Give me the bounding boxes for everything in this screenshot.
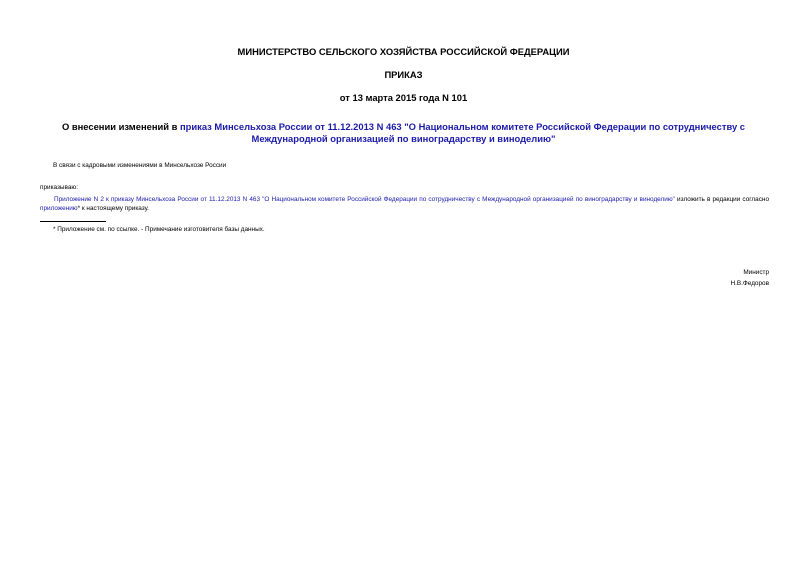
subject-link[interactable]: приказ Минсельхоза России от 11.12.2013 N 463 "О Национальном комитете Российской Федерации по сотрудничеству с Международной организацией по виноградарству и виноделию" xyxy=(179,121,746,144)
order-subject xyxy=(30,121,777,145)
footnote-separator xyxy=(40,221,106,222)
order-date: от 13 марта 2015 года N 101 xyxy=(339,92,468,103)
signature-name: Н.В.Федоров xyxy=(730,280,769,287)
preamble-text: В связи с кадровыми изменениями в Минсельхозе России xyxy=(53,162,227,169)
footnote-text: * Приложение см. по ссылке. - Примечание изготовителя базы данных. xyxy=(53,226,265,233)
ministry-name: МИНИСТЕРСТВО СЕЛЬСКОГО ХОЗЯЙСТВА РОССИЙСКОЙ ФЕДЕРАЦИИ xyxy=(237,46,570,57)
subject-prefix: О внесении изменений в xyxy=(61,121,180,132)
order-verb: приказываю: xyxy=(40,184,78,191)
body-text-1: изложить в редакции согласно xyxy=(674,196,769,203)
signature-block xyxy=(731,267,770,289)
order-body-paragraph xyxy=(40,195,769,213)
appendix-2-link[interactable]: Приложение N 2 к приказу Минсельхоза России от 11.12.2013 N 463 "О Национальном комитете Российской Федерации по сотрудничеству с Международной организацией по виноградарству и виноделию" xyxy=(54,196,675,203)
signature-position: Министр xyxy=(743,269,769,276)
order-title: ПРИКАЗ xyxy=(384,69,423,80)
appendix-link[interactable]: приложению xyxy=(40,205,78,212)
body-text-2: * к настоящему приказу. xyxy=(77,205,149,212)
